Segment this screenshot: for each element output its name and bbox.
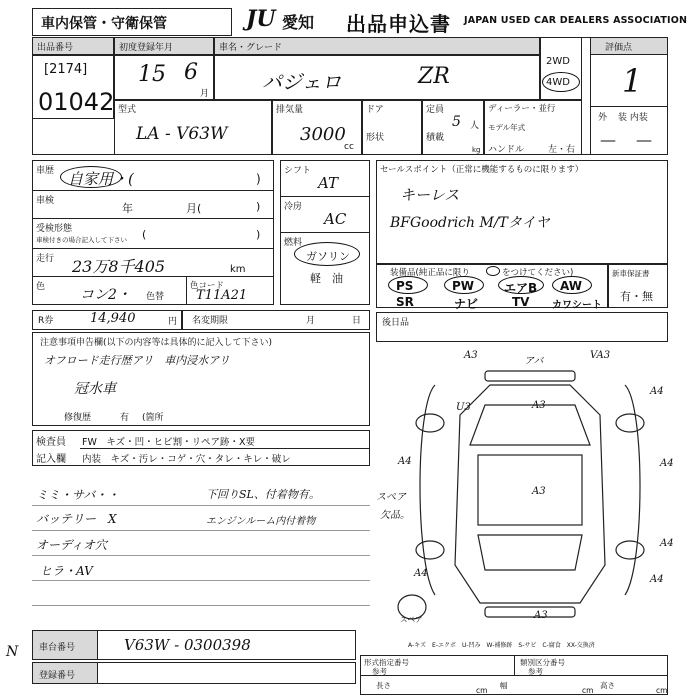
wheel-rear-left [416, 541, 444, 559]
note-right-1: 下回りSL、付着物有。 [206, 488, 320, 501]
notes-rule-3 [32, 555, 370, 556]
spec-hdivider [360, 675, 668, 676]
rating-divider [590, 106, 668, 107]
type-number-ref: 参考 [372, 667, 387, 676]
region-name: 愛知 [282, 13, 315, 32]
chassis-value: V63W - 0300398 [124, 636, 251, 654]
class-number-label: 類別区分番号 [520, 658, 565, 667]
mech-divider-2 [280, 232, 370, 233]
lot-label: 出品番号 [37, 43, 74, 53]
dmg-mark-1: A3 [464, 350, 478, 361]
equip-aw-circle [552, 276, 592, 294]
storage-label-box [32, 8, 232, 36]
history-value: 自家用・( [68, 170, 134, 188]
dmg-mark-6: A3 [532, 400, 546, 411]
inspection-close: ) [256, 200, 261, 213]
dmg-mark-4: A4 [650, 386, 664, 397]
mileage-value: 23万8千405 [72, 257, 166, 276]
receive-type-label: 受検形態 [36, 224, 73, 234]
wheel-rear-right [616, 541, 644, 559]
expiry-day: 日 [352, 316, 362, 326]
colorcode-value: T11A21 [196, 288, 248, 303]
equip-airbag-circle [498, 276, 544, 294]
equip-ps-circle [388, 276, 428, 294]
dmg-mark-2: アバ [524, 356, 544, 367]
color-label: 色 [36, 282, 46, 292]
later-items-label: 後日品 [382, 318, 410, 328]
dmg-mark-5: U3 [456, 402, 471, 413]
plate-label: 登録番号 [39, 671, 76, 681]
model-name: パジェロ [262, 70, 342, 94]
fuel-label: 燃料 [284, 238, 303, 248]
history-label: 車歴 [36, 166, 55, 176]
remarks-label: 注意事項申告欄(以下の内容等は具体的に記入して下さい) [40, 338, 273, 348]
note-left-3: オーディオ穴 [36, 538, 108, 552]
note-left-1: ミミ・サバ・・ [36, 488, 120, 502]
ac-value: AC [324, 210, 347, 228]
model-year-label: モデル年式 [488, 123, 526, 132]
type-label: 型式 [118, 105, 137, 115]
color-change-label: 色替 [146, 292, 165, 302]
note-right-4: 欠品。 [380, 510, 410, 521]
plate-label-cell [32, 662, 98, 684]
notes-rule-1 [32, 505, 370, 506]
selling-point-1: キーレス [400, 186, 460, 204]
details-divider-3 [32, 248, 274, 249]
rating-exterior-value: — [600, 130, 616, 149]
length-unit: cm [476, 686, 488, 695]
rating-interior-label: 装 内装 [618, 113, 648, 123]
ac-label: 冷房 [284, 202, 303, 212]
notes-rule-5 [32, 605, 370, 606]
color-value: コン2・ [80, 287, 131, 303]
association-name: JAPAN USED CAR DEALERS ASSOCIATION [464, 15, 688, 26]
wheel-front-right [616, 414, 644, 432]
selling-points-label: セールスポイント（正常に機能するものに限ります） [380, 165, 584, 175]
capacity-value: 5 [452, 114, 461, 130]
stray-mark: N [6, 644, 19, 660]
inspector-label-2: 記入欄 [36, 454, 66, 465]
load-unit: kg [472, 146, 481, 154]
wheel-front-left [416, 414, 444, 432]
model-label: 車名・グレード [219, 43, 283, 53]
front-bumper [485, 371, 575, 381]
receive-type-close: ) [256, 228, 261, 241]
load-label: 積載 [426, 133, 445, 143]
mileage-label: 走行 [36, 254, 55, 264]
shift-label: シフト [284, 166, 312, 176]
doors-label: ドア [366, 105, 384, 115]
length-label: 長さ [376, 681, 391, 690]
chassis-label: 車台番号 [39, 643, 76, 653]
notes-rule-2 [32, 530, 370, 531]
model-grade: ZR [418, 64, 450, 89]
note-left-2: バッテリー X [36, 512, 117, 526]
equip-aw: AW [560, 279, 582, 293]
dmg-mark-13: A3 [534, 610, 548, 621]
capacity-label: 定員 [426, 105, 445, 115]
inspector-divider [80, 448, 370, 449]
dmg-mark-11: A4 [650, 574, 664, 585]
equipment-label-2: をつけてください) [502, 268, 574, 278]
details-divider-2 [32, 218, 274, 219]
inspection-label: 車検 [36, 196, 55, 206]
selling-point-2: BFGoodrich M/Tタイヤ [390, 215, 550, 231]
equip-leather: カワシート [552, 300, 602, 311]
type-value: LA - V63W [136, 124, 228, 144]
guarantee-options: 有・無 [620, 290, 653, 303]
repair-place: (箇所 [142, 413, 164, 423]
inspector-exterior: FW キズ・凹・ヒビ割・リペア跡・X要 [82, 437, 255, 448]
note-left-4: ヒラ・AV [40, 564, 93, 578]
inspection-year: 年 [122, 202, 133, 215]
registration-month: 6 [184, 60, 198, 85]
form-title: 出品申込書 [346, 12, 451, 36]
dmg-mark-9: A4 [414, 568, 428, 579]
equip-sr: SR [396, 295, 414, 309]
rear-bumper [485, 607, 575, 617]
type-number-label: 形式指定番号 [364, 658, 409, 667]
capacity-unit: 人 [470, 121, 480, 131]
mileage-unit: km [230, 264, 246, 275]
fuel-gas: ガソリン [306, 250, 350, 263]
mech-divider-1 [280, 196, 370, 197]
rating-exterior-label: 外 [598, 113, 608, 123]
model-label-cell [214, 37, 540, 55]
equip-tv: TV [512, 295, 530, 309]
spare-label: スペア [400, 615, 423, 624]
repair-label: 修復歴 [64, 413, 92, 423]
dmg-mark-10: A3 [532, 486, 546, 497]
receive-type-note: 車検付きの場合記入して下さい [36, 236, 127, 244]
chassis-label-cell [32, 630, 98, 660]
equip-airbag: エアB [504, 281, 538, 295]
rear-window [478, 535, 582, 570]
inspector-label-1: 検査員 [36, 437, 66, 448]
car-left-side-outline [420, 385, 435, 595]
later-items-block [376, 312, 668, 342]
storage-label: 車内保管・守衛保管 [41, 16, 167, 32]
equip-navi: ナビ [454, 297, 479, 311]
remarks-line-1: オフロード走行歴アリ 車内浸水アリ [44, 354, 230, 367]
fuel-diesel: 軽 油 [310, 272, 343, 285]
dmg-mark-12: A4 [660, 538, 674, 549]
registration-label: 初度登録年月 [119, 43, 174, 53]
history-close: ) [256, 172, 261, 186]
spec-divider [514, 655, 515, 675]
car-right-side-outline [625, 385, 640, 595]
colorcode-label: 色コード [190, 281, 225, 291]
inspection-month: 月( [186, 202, 202, 215]
rating-score: 1 [622, 62, 643, 100]
equip-pw: PW [452, 279, 475, 293]
recycle-unit: 円 [168, 317, 178, 327]
width-unit: cm [582, 686, 594, 695]
receive-type-open: ( [142, 228, 147, 241]
details-divider-1 [32, 190, 274, 191]
notes-rule-4 [32, 580, 370, 581]
registration-label-cell [114, 37, 214, 55]
equip-ps: PS [396, 279, 414, 293]
dmg-mark-7: A4 [398, 456, 412, 467]
note-right-2: エンジンルーム内付着物 [206, 516, 316, 527]
registration-year: 15 [138, 62, 166, 87]
note-right-3: スペア [376, 492, 406, 503]
rating-label-cell [590, 37, 668, 55]
handle-label: ハンドル [488, 145, 525, 155]
ju-logo: JU [246, 6, 276, 32]
drive-4wd: 4WD [546, 77, 570, 88]
damage-legend: A-キズ E-エクボ U-凹み W-補修跡 S-サビ C-腐食 XX-交換済 [408, 642, 595, 649]
lot-label-cell [32, 37, 114, 55]
height-unit: cm [656, 686, 668, 695]
repair-value: 有 [120, 413, 130, 423]
roof [478, 455, 582, 525]
displacement-unit: cc [344, 142, 354, 152]
registration-month-unit: 月 [200, 89, 210, 99]
remarks-line-2: 冠水車 [74, 381, 116, 397]
shift-value: AT [318, 174, 339, 192]
windshield [470, 405, 590, 445]
class-number-ref: 参考 [528, 667, 543, 676]
recycle-value: 14,940 [90, 311, 136, 326]
rating-label: 評価点 [605, 43, 633, 53]
displacement-value: 3000 [300, 124, 346, 145]
inspector-interior: 内装 キズ・汚レ・コゲ・穴・タレ・キレ・破レ [82, 454, 291, 465]
height-label: 高さ [600, 681, 615, 690]
dealer-label: ディーラー・並行 [488, 104, 556, 114]
handle-options: 左・右 [548, 145, 576, 155]
dmg-mark-3: VA3 [590, 350, 611, 361]
expiry-month: 月 [306, 316, 316, 326]
shape-label: 形状 [366, 133, 385, 143]
lot-number: 01042 [38, 88, 115, 116]
equip-pw-circle [444, 276, 484, 294]
lot-bracket-code: [2174] [44, 62, 88, 77]
equipment-label: 装備品(純正品に限り [390, 268, 470, 278]
guarantee-label: 新車保証書 [612, 269, 650, 278]
expiry-label: 名変期限 [192, 316, 229, 326]
rating-interior-value: — [636, 130, 652, 149]
drive-2wd: 2WD [546, 56, 570, 67]
equipment-label-circle-icon [486, 266, 500, 276]
dmg-mark-8: A4 [660, 458, 674, 469]
recycle-label: R券 [38, 316, 54, 326]
width-label: 幅 [500, 681, 508, 690]
displacement-label: 排気量 [276, 105, 304, 115]
history-circle [60, 166, 122, 188]
